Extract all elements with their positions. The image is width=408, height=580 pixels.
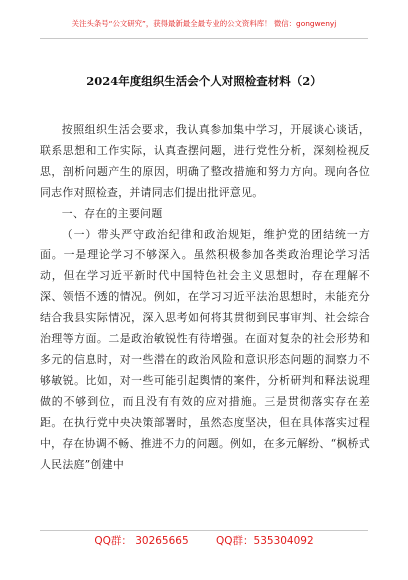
section-heading: 一、存在的主要问题 <box>61 206 163 220</box>
document-body <box>40 120 370 475</box>
header-banner: 关注头条号“公文研究”，获得最新最全最专业的公文资料库！ 微信：gongwenyj <box>71 19 337 28</box>
footer-contacts <box>0 533 408 548</box>
footer-qq-group-2: QQ群：535304092 <box>216 535 314 547</box>
intro-paragraph: 按照组织生活会要求，我认真参加集中学习，开展谈心谈话，联系思想和工作实际，认真查摆问题，进行党性分析，深刻检视反思，剖析问题产生的原因，明确了整改措施和努力方向。现向各位同志作对照检查，并请同志们提出批评意见。 <box>40 123 370 199</box>
footer-qq-group-1: QQ群： 30265665 <box>94 535 189 547</box>
document-title: 2024年度组织生活会个人对照检查材料（2） <box>86 74 322 88</box>
header-divider <box>40 38 368 39</box>
body-paragraph: （一）带头严守政治纪律和政治规矩，维护党的团结统一方面。一是理论学习不够深入。虽然积极参加各类政治理论学习活动，但在学习近平新时代中国特色社会主义思想时，存在理解不深、领悟不透的情况。例如，在学习习近平法治思想时，未能充分结合我县实际情况，深入思考如何将其贯彻到民事审判、社会综合治理等方面。二是政治敏锐性有待增强。在面对复杂的社会形势和多元的信息时，对一些潜在的政治风险和意识形态问题的洞察力不够敏锐。比如，对一些可能引起舆情的案件，分析研判和释法说理做的不够到位，而且没有有效的应对措施。三是贯彻落实存在差距。在执行党中央决策部署时，虽然态度坚决，但在具体落实过程中，存在协调不畅、推进不力的问题。例如，在多元解纷、“枫桥式人民法庭”创建中 <box>40 227 370 471</box>
footer-divider <box>40 530 368 531</box>
